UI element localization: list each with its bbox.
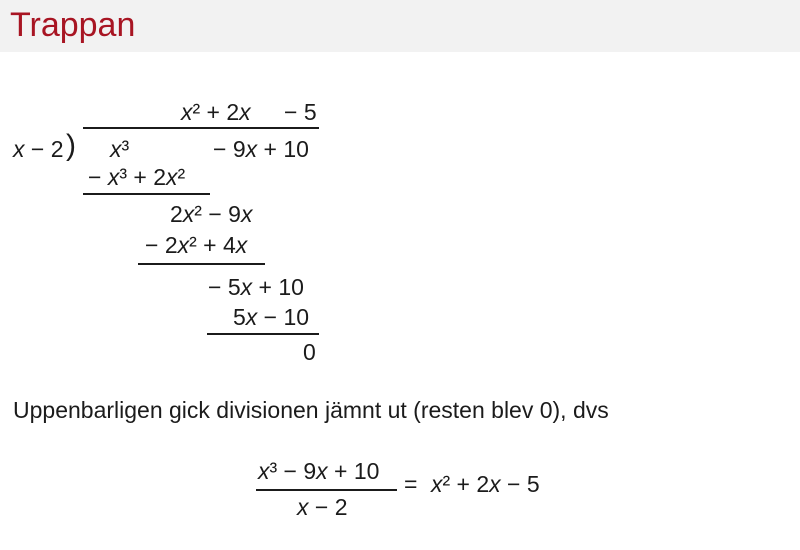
final-remainder: 0 <box>303 339 316 365</box>
remainder-row-1: 2x² − 9x <box>170 201 253 227</box>
subtraction-step-1: − x³ + 2x² <box>88 164 186 190</box>
subtraction-step-3: 5x − 10 <box>233 304 310 330</box>
fraction-numerator: x³ − 9x + 10 <box>258 458 380 484</box>
division-rule-3 <box>207 333 319 335</box>
quotient-terms: x² + 2x <box>181 99 251 125</box>
conclusion-text: Uppenbarligen gick divisionen jämnt ut (resten blev 0), dvs <box>13 397 609 423</box>
equation-rhs: x² + 2x − 5 <box>431 471 540 497</box>
remainder-row-2: − 5x + 10 <box>208 274 304 300</box>
slide-title: Trappan <box>10 6 136 44</box>
subtraction-step-2: − 2x² + 4x <box>145 232 248 258</box>
dividend-lead-term: x³ <box>110 136 130 162</box>
division-rule-top <box>83 127 319 129</box>
fraction-denominator: x − 2 <box>297 494 348 520</box>
divisor-expression: x − 2 <box>13 136 64 162</box>
quotient-constant: − 5 <box>284 99 317 125</box>
divisor-paren: ) <box>66 129 76 162</box>
division-rule-2 <box>138 263 265 265</box>
dividend-rest: − 9x + 10 <box>213 136 309 162</box>
fraction-bar <box>256 489 397 491</box>
equals-sign: = <box>404 471 418 497</box>
division-rule-1 <box>83 193 210 195</box>
